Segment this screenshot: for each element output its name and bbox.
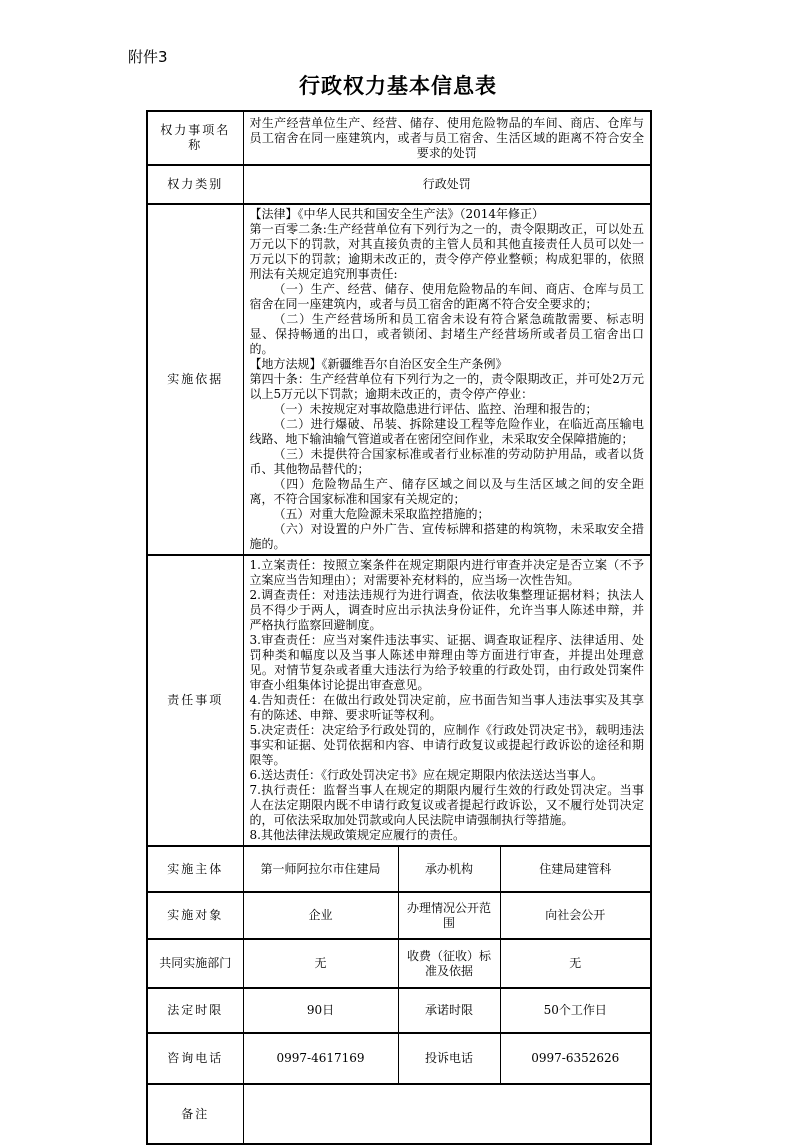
basis-paragraph: （四）危险物品生产、储存区域之间以及与生活区域之间的安全距离，不符合国家标准和国家有关规定的； — [249, 477, 645, 506]
duty-paragraph: 1.立案责任：按照立案条件在规定期限内进行审查并决定是否立案（不予立案应当告知理由）；对需要补充材料的，应当场一次性告知。 — [249, 558, 645, 587]
object-value: 企业 — [243, 892, 398, 939]
joint-value: 无 — [243, 939, 398, 988]
row-remark — [147, 1084, 651, 1144]
inquiry-phone-value: 0997-4617169 — [243, 1033, 398, 1084]
basis-paragraph: （二）进行爆破、吊装、拆除建设工程等危险作业，在临近高压输电线路、地下输油输气管道或者在密闭空间作业，未采取安全保障措施的； — [249, 417, 645, 446]
undertaking-org-value: 住建局建管科 — [500, 846, 651, 892]
basis-label: 实施依据 — [147, 204, 243, 555]
disclosure-scope-value: 向社会公开 — [500, 892, 651, 939]
promised-limit-label: 承诺时限 — [398, 988, 500, 1033]
basis-paragraph: 第四十条：生产经营单位有下列行为之一的，责令限期改正，并可处2万元以上5万元以下罚款；逾期未改正的，责令停产停业： — [249, 372, 645, 401]
fee-standard-label: 收费（征收）标准及依据 — [398, 939, 500, 988]
info-table — [146, 110, 652, 1145]
item-name-value: 对生产经营单位生产、经营、储存、使用危险物品的车间、商店、仓库与员工宿舍在同一座建筑内，或者与员工宿舍、生活区域的距离不符合安全要求的处罚 — [243, 111, 651, 165]
duty-label: 责任事项 — [147, 555, 243, 846]
legal-limit-label: 法定时限 — [147, 988, 243, 1033]
page-title: 行政权力基本信息表 — [299, 73, 497, 98]
basis-paragraph: （一）生产、经营、储存、使用危险物品的车间、商店、仓库与员工宿舍在同一座建筑内，或者与员工宿舍的距离不符合安全要求的； — [249, 282, 645, 311]
category-value: 行政处罚 — [243, 165, 651, 204]
basis-paragraph: （五）对重大危险源未采取监控措施的； — [273, 507, 490, 521]
legal-limit-value: 90日 — [243, 988, 398, 1033]
remark-label: 备注 — [147, 1084, 243, 1144]
undertaking-org-label: 承办机构 — [398, 846, 500, 892]
duty-paragraph: 6.送达责任：《行政处罚决定书》应在规定期限内依法送达当事人。 — [249, 768, 603, 782]
promised-limit-value: 50个工作日 — [500, 988, 651, 1033]
basis-paragraph: 【地方法规】《新疆维吾尔自治区安全生产条例》 — [249, 357, 508, 371]
basis-paragraph: （六）对设置的户外广告、宣传标牌和搭建的构筑物，未采取安全措施的。 — [249, 522, 645, 551]
basis-text — [243, 204, 651, 555]
subject-value: 第一师阿拉尔市住建局 — [243, 846, 398, 892]
complaint-phone-label: 投诉电话 — [398, 1033, 500, 1084]
remark-value — [243, 1084, 651, 1144]
item-name-label: 权力事项名称 — [147, 111, 243, 165]
object-label: 实施对象 — [147, 892, 243, 939]
row-implementing-subject — [147, 846, 651, 892]
fee-standard-value: 无 — [500, 939, 651, 988]
row-implementation-basis — [147, 204, 651, 555]
basis-paragraph: 【法律】《中华人民共和国安全生产法》（2014年修正） — [249, 207, 545, 221]
joint-label: 共同实施部门 — [147, 939, 243, 988]
duty-paragraph: 2.调查责任：对违法违规行为进行调查，依法收集整理证据材料；执法人员不得少于两人，调查时应出示执法身份证件，允许当事人陈述申辩，并严格执行监察回避制度。 — [249, 588, 645, 632]
disclosure-scope-label: 办理情况公开范围 — [398, 892, 500, 939]
subject-label: 实施主体 — [147, 846, 243, 892]
duty-paragraph: 7.执行责任：监督当事人在规定的期限内履行生效的行政处罚决定。当事人在法定期限内既不申请行政复议或者提起行政诉讼，又不履行处罚决定的，可依法采取加处罚款或向人民法院申请强制执行等措施。 — [249, 783, 645, 827]
row-phones — [147, 1033, 651, 1084]
row-category — [147, 165, 651, 204]
inquiry-phone-label: 咨询电话 — [147, 1033, 243, 1084]
duty-paragraph: 4.告知责任：在做出行政处罚决定前，应书面告知当事人违法事实及其享有的陈述、申辩、要求听证等权利。 — [249, 693, 645, 722]
basis-paragraph: （三）未提供符合国家标准或者行业标准的劳动防护用品，或者以货币、其他物品替代的； — [249, 447, 645, 476]
row-time-limits — [147, 988, 651, 1033]
duty-paragraph: 8.其他法律法规政策规定应履行的责任。 — [249, 828, 465, 842]
duty-paragraph: 3.审查责任：应当对案件违法事实、证据、调查取证程序、法律适用、处罚种类和幅度以及当事人陈述申辩理由等方面进行审查，并提出处理意见。对情节复杂或者重大违法行为给予较重的行政处罚，由行政处罚案件审查小组集体讨论提出审查意见。 — [249, 633, 645, 692]
complaint-phone-value: 0997-6352626 — [500, 1033, 651, 1084]
category-label: 权力类别 — [147, 165, 243, 204]
attachment-label: 附件3 — [128, 48, 168, 66]
duty-paragraph: 5.决定责任：决定给予行政处罚的，应制作《行政处罚决定书》，载明违法事实和证据、处罚依据和内容、申请行政复议或提起行政诉讼的途径和期限等。 — [249, 723, 645, 767]
row-item-name — [147, 111, 651, 165]
basis-paragraph: 第一百零二条:生产经营单位有下列行为之一的，责令限期改正，可以处五万元以下的罚款，对其直接负责的主管人员和其他直接责任人员可以处一万元以下的罚款；逾期未改正的，责令停产停业整顿；构成犯罪的，依照刑法有关规定追究刑事责任: — [249, 222, 645, 281]
duty-text — [243, 555, 651, 846]
basis-paragraph: （二）生产经营场所和员工宿舍未设有符合紧急疏散需要、标志明显、保持畅通的出口，或者锁闭、封堵生产经营场所或者员工宿舍出口的。 — [249, 312, 645, 356]
row-implementation-object — [147, 892, 651, 939]
row-joint-departments — [147, 939, 651, 988]
basis-paragraph: （一）未按规定对事故隐患进行评估、监控、治理和报告的； — [273, 402, 598, 416]
row-duty-items — [147, 555, 651, 846]
